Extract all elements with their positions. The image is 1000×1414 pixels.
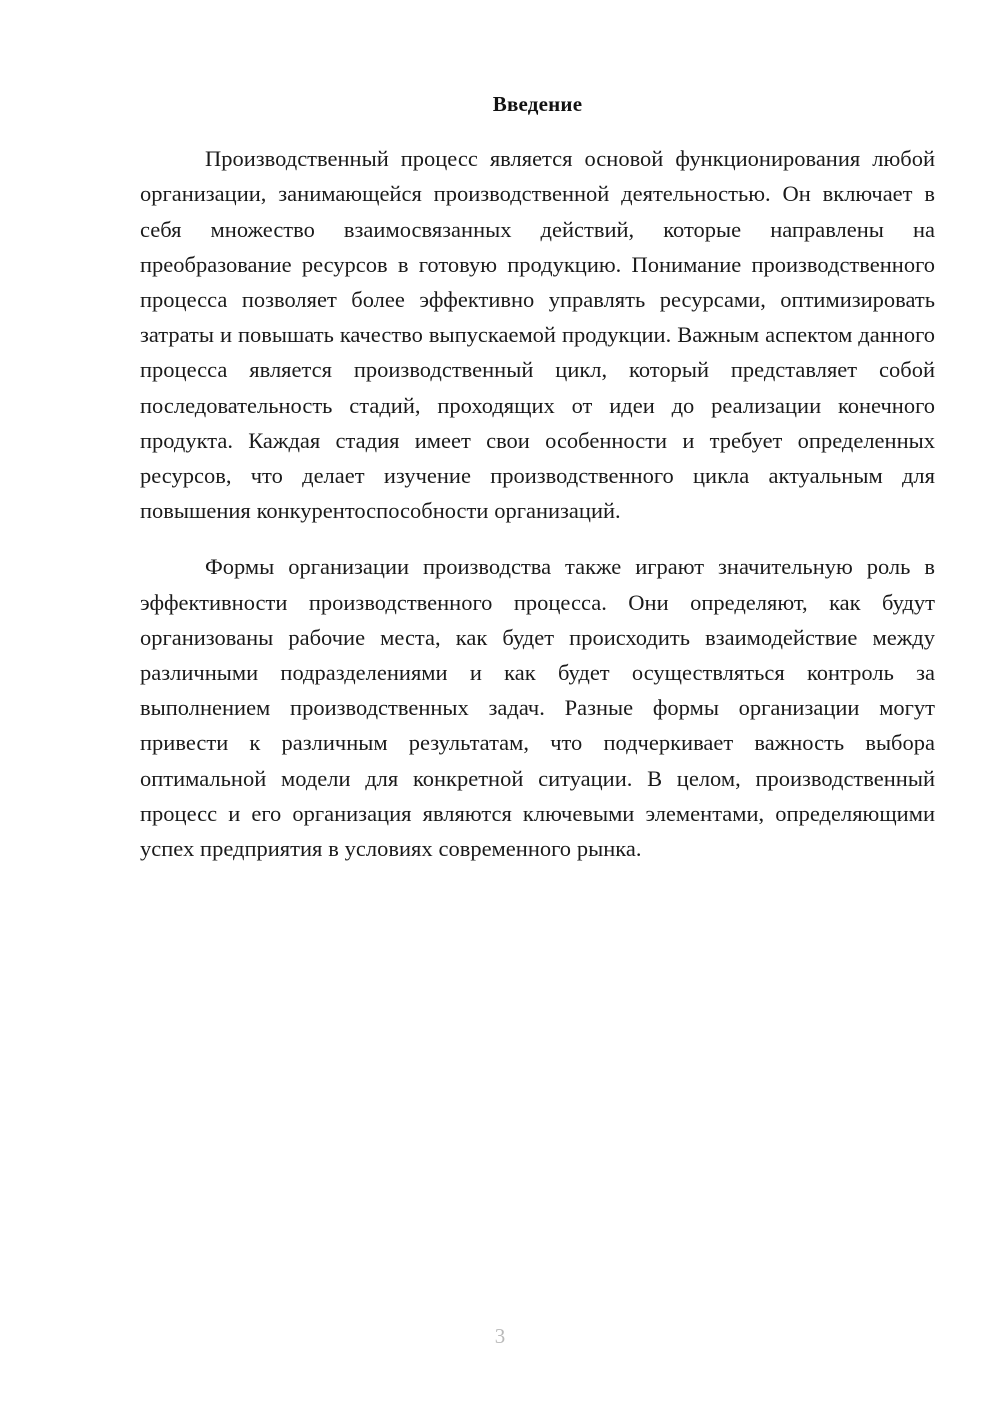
body-paragraph: Формы организации производства также играют значительную роль в эффективности производственного процесса. Они определяют, как будут организованы рабочие места, как будет происходить взаимодействие между различными подразделениями и как будет осуществляться контроль за выполнением производственных задач. Разные формы организации могут привести к различным результатам, что подчеркивает важность выбора оптимальной модели для конкретной ситуации. В целом, производственный процесс и его организация являются ключевыми элементами, определяющими успех предприятия в условиях современного рынка.	[140, 554, 935, 862]
page-title: Введение	[492, 92, 583, 116]
page-content	[140, 92, 935, 866]
page-number: 3	[494, 1324, 506, 1348]
body-paragraph: Производственный процесс является основой функционирования любой организации, занимающейся производственной деятельностью. Он включает в себя множество взаимосвязанных действий, которые направлены на преобразование ресурсов в готовую продукцию. Понимание производственного процесса позволяет более эффективно управлять ресурсами, оптимизировать затраты и повышать качество выпускаемой продукции. Важным аспектом данного процесса является производственный цикл, который представляет собой последовательность стадий, проходящих от идеи до реализации конечного продукта. Каждая стадия имеет свои особенности и требует определенных ресурсов, что делает изучение производственного цикла актуальным для повышения конкурентоспособности организаций.	[140, 146, 935, 524]
